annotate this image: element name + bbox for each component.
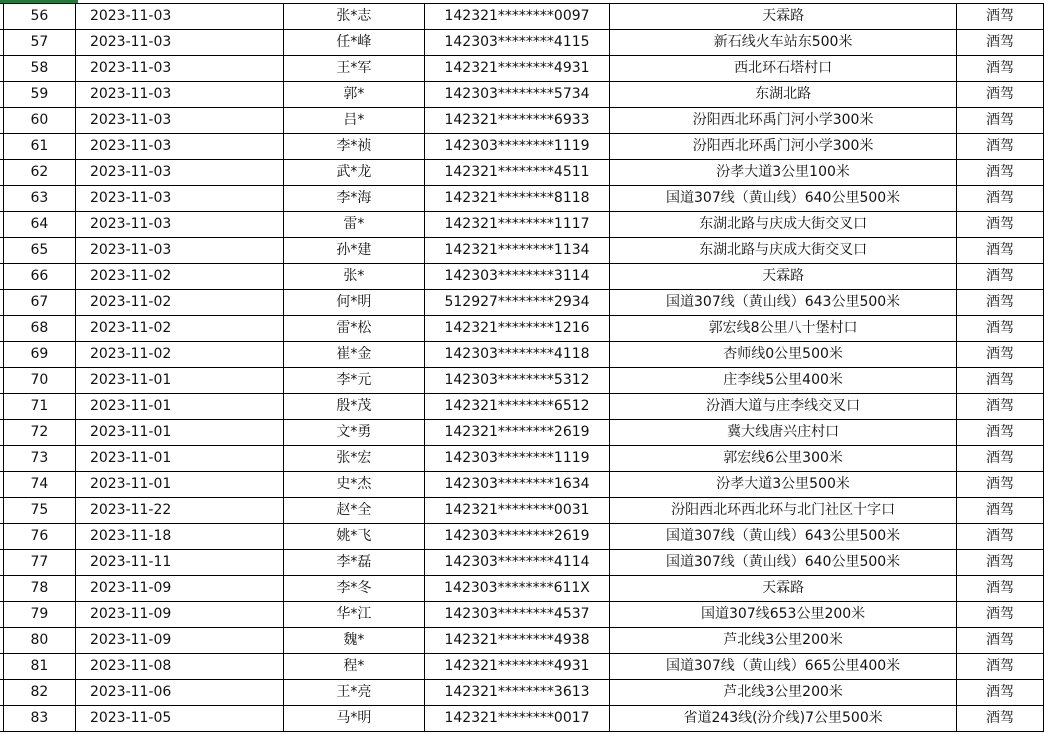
- table-row: [0, 706, 1044, 732]
- cell-name[interactable]: 姚*飞: [283, 524, 424, 550]
- cell-location[interactable]: 国道307线（黄山线）640公里500米: [610, 550, 957, 576]
- cell-row-number[interactable]: 81: [3, 654, 75, 680]
- cell-row-number[interactable]: 83: [3, 706, 75, 732]
- cell-id-number[interactable]: 142303********4537: [424, 602, 609, 628]
- cell-id-number[interactable]: 512927********2934: [424, 290, 609, 316]
- cell-violation[interactable]: 酒驾: [957, 706, 1044, 732]
- cell-name[interactable]: 雷*松: [283, 316, 424, 342]
- cell-location[interactable]: 国道307线653公里200米: [610, 602, 957, 628]
- cell-row-number[interactable]: 58: [3, 56, 75, 82]
- cell-violation[interactable]: 酒驾: [957, 602, 1044, 628]
- cell-location[interactable]: 国道307线（黄山线）643公里500米: [610, 290, 957, 316]
- cell-date[interactable]: 2023-11-03: [75, 160, 283, 186]
- table-row: [0, 446, 1044, 472]
- cell-row-number[interactable]: 62: [3, 160, 75, 186]
- cell-id-number[interactable]: 142321********0097: [424, 4, 609, 30]
- cell-row-number[interactable]: 77: [3, 550, 75, 576]
- cell-id-number[interactable]: 142321********2619: [424, 420, 609, 446]
- table-row: [0, 550, 1044, 576]
- cell-violation[interactable]: 酒驾: [957, 472, 1044, 498]
- cell-name[interactable]: 文*勇: [283, 420, 424, 446]
- cell-date[interactable]: 2023-11-03: [75, 82, 283, 108]
- cell-name[interactable]: 华*江: [283, 602, 424, 628]
- cell-id-number[interactable]: 142303********4114: [424, 550, 609, 576]
- cell-row-number[interactable]: 79: [3, 602, 75, 628]
- cell-location[interactable]: 东湖北路与庆成大街交叉口: [610, 212, 957, 238]
- cell-date[interactable]: 2023-11-03: [75, 108, 283, 134]
- cell-name[interactable]: 王*亮: [283, 680, 424, 706]
- table-row: [0, 602, 1044, 628]
- spreadsheet-table: [0, 3, 1044, 732]
- cell-date[interactable]: 2023-11-02: [75, 316, 283, 342]
- cell-date[interactable]: 2023-11-03: [75, 134, 283, 160]
- cell-date[interactable]: 2023-11-01: [75, 472, 283, 498]
- cell-row-number[interactable]: 69: [3, 342, 75, 368]
- cell-name[interactable]: 郭*: [283, 82, 424, 108]
- cell-violation[interactable]: 酒驾: [957, 30, 1044, 56]
- table-row: [0, 472, 1044, 498]
- cell-name[interactable]: 魏*: [283, 628, 424, 654]
- cell-date[interactable]: 2023-11-03: [75, 4, 283, 30]
- table-row: [0, 160, 1044, 186]
- table-row: [0, 82, 1044, 108]
- cell-name[interactable]: 李*冬: [283, 576, 424, 602]
- cell-violation[interactable]: 酒驾: [957, 524, 1044, 550]
- cell-date[interactable]: 2023-11-01: [75, 446, 283, 472]
- cell-name[interactable]: 李*祯: [283, 134, 424, 160]
- table-row: [0, 4, 1044, 30]
- cell-date[interactable]: 2023-11-11: [75, 550, 283, 576]
- cell-id-number[interactable]: 142303********2619: [424, 524, 609, 550]
- cell-date[interactable]: 2023-11-22: [75, 498, 283, 524]
- cell-name[interactable]: 张*志: [283, 4, 424, 30]
- cell-row-number[interactable]: 78: [3, 576, 75, 602]
- cell-location[interactable]: 郭宏线6公里300米: [610, 446, 957, 472]
- cell-row-number[interactable]: 60: [3, 108, 75, 134]
- cell-id-number[interactable]: 142321********4931: [424, 56, 609, 82]
- cell-id-number[interactable]: 142321********8118: [424, 186, 609, 212]
- cell-name[interactable]: 王*军: [283, 56, 424, 82]
- cell-date[interactable]: 2023-11-03: [75, 212, 283, 238]
- cell-violation[interactable]: 酒驾: [957, 290, 1044, 316]
- cell-name[interactable]: 马*明: [283, 706, 424, 732]
- cell-violation[interactable]: 酒驾: [957, 160, 1044, 186]
- cell-id-number[interactable]: 142303********5734: [424, 82, 609, 108]
- cell-date[interactable]: 2023-11-03: [75, 238, 283, 264]
- cell-name[interactable]: 殷*茂: [283, 394, 424, 420]
- table-row: [0, 212, 1044, 238]
- cell-name[interactable]: 崔*金: [283, 342, 424, 368]
- cell-row-number[interactable]: 64: [3, 212, 75, 238]
- cell-row-number[interactable]: 56: [3, 4, 75, 30]
- cell-row-number[interactable]: 63: [3, 186, 75, 212]
- cell-violation[interactable]: 酒驾: [957, 550, 1044, 576]
- cell-location[interactable]: 国道307线（黄山线）640公里500米: [610, 186, 957, 212]
- cell-violation[interactable]: 酒驾: [957, 82, 1044, 108]
- cell-row-number[interactable]: 80: [3, 628, 75, 654]
- cell-date[interactable]: 2023-11-03: [75, 186, 283, 212]
- cell-date[interactable]: 2023-11-08: [75, 654, 283, 680]
- cell-row-number[interactable]: 72: [3, 420, 75, 446]
- table-row: [0, 680, 1044, 706]
- cell-date[interactable]: 2023-11-02: [75, 342, 283, 368]
- cell-name[interactable]: 史*杰: [283, 472, 424, 498]
- cell-date[interactable]: 2023-11-03: [75, 56, 283, 82]
- cell-id-number[interactable]: 142321********1134: [424, 238, 609, 264]
- cell-row-number[interactable]: 66: [3, 264, 75, 290]
- cell-violation[interactable]: 酒驾: [957, 654, 1044, 680]
- cell-location[interactable]: 新石线火车站东500米: [610, 30, 957, 56]
- table-row: [0, 30, 1044, 56]
- cell-row-number[interactable]: 75: [3, 498, 75, 524]
- table-row: [0, 498, 1044, 524]
- cell-row-number[interactable]: 68: [3, 316, 75, 342]
- table-row: [0, 394, 1044, 420]
- cell-violation[interactable]: 酒驾: [957, 56, 1044, 82]
- cell-location[interactable]: 东湖北路与庆成大街交叉口: [610, 238, 957, 264]
- cell-location[interactable]: 冀大线唐兴庄村口: [610, 420, 957, 446]
- cell-name[interactable]: 雷*: [283, 212, 424, 238]
- table-row: [0, 134, 1044, 160]
- table-row: [0, 56, 1044, 82]
- cell-date[interactable]: 2023-11-09: [75, 576, 283, 602]
- cell-date[interactable]: 2023-11-01: [75, 420, 283, 446]
- cell-row-number[interactable]: 71: [3, 394, 75, 420]
- cell-name[interactable]: 李*元: [283, 368, 424, 394]
- cell-location[interactable]: 芦北线3公里200米: [610, 628, 957, 654]
- cell-violation[interactable]: 酒驾: [957, 394, 1044, 420]
- table-row: [0, 420, 1044, 446]
- cell-name[interactable]: 李*磊: [283, 550, 424, 576]
- cell-id-number[interactable]: 142303********611X: [424, 576, 609, 602]
- table-row: [0, 524, 1044, 550]
- cell-violation[interactable]: 酒驾: [957, 238, 1044, 264]
- table-row: [0, 654, 1044, 680]
- cell-location[interactable]: 庄李线5公里400米: [610, 368, 957, 394]
- cell-id-number[interactable]: 142303********4115: [424, 30, 609, 56]
- cell-violation[interactable]: 酒驾: [957, 628, 1044, 654]
- cell-location[interactable]: 汾酒大道与庄李线交叉口: [610, 394, 957, 420]
- table-row: [0, 108, 1044, 134]
- cell-location[interactable]: 东湖北路: [610, 82, 957, 108]
- cell-id-number[interactable]: 142321********3613: [424, 680, 609, 706]
- table-row: [0, 342, 1044, 368]
- cell-violation[interactable]: 酒驾: [957, 264, 1044, 290]
- cell-date[interactable]: 2023-11-18: [75, 524, 283, 550]
- cell-location[interactable]: 省道243线(汾介线)7公里500米: [610, 706, 957, 732]
- cell-row-number[interactable]: 65: [3, 238, 75, 264]
- cell-location[interactable]: 天霖路: [610, 4, 957, 30]
- cell-location[interactable]: 汾阳西北环西北环与北门社区十字口: [610, 498, 957, 524]
- cell-name[interactable]: 孙*建: [283, 238, 424, 264]
- cell-name[interactable]: 何*明: [283, 290, 424, 316]
- table-row: [0, 368, 1044, 394]
- cell-row-number[interactable]: 67: [3, 290, 75, 316]
- table-row: [0, 290, 1044, 316]
- cell-name[interactable]: 李*海: [283, 186, 424, 212]
- cell-violation[interactable]: 酒驾: [957, 316, 1044, 342]
- cell-id-number[interactable]: 142321********4511: [424, 160, 609, 186]
- cell-row-number[interactable]: 82: [3, 680, 75, 706]
- cell-violation[interactable]: 酒驾: [957, 420, 1044, 446]
- cell-violation[interactable]: 酒驾: [957, 576, 1044, 602]
- cell-violation[interactable]: 酒驾: [957, 134, 1044, 160]
- cell-date[interactable]: 2023-11-01: [75, 368, 283, 394]
- cell-violation[interactable]: 酒驾: [957, 368, 1044, 394]
- cell-date[interactable]: 2023-11-06: [75, 680, 283, 706]
- cell-name[interactable]: 赵*全: [283, 498, 424, 524]
- cell-id-number[interactable]: 142303********1634: [424, 472, 609, 498]
- cell-row-number[interactable]: 73: [3, 446, 75, 472]
- table-row: [0, 264, 1044, 290]
- cell-name[interactable]: 程*: [283, 654, 424, 680]
- cell-location[interactable]: 芦北线3公里200米: [610, 680, 957, 706]
- cell-id-number[interactable]: 142303********1119: [424, 446, 609, 472]
- cell-id-number[interactable]: 142321********4938: [424, 628, 609, 654]
- cell-date[interactable]: 2023-11-09: [75, 602, 283, 628]
- cell-location[interactable]: 郭宏线8公里八十堡村口: [610, 316, 957, 342]
- cell-id-number[interactable]: 142303********5312: [424, 368, 609, 394]
- cell-violation[interactable]: 酒驾: [957, 342, 1044, 368]
- cell-violation[interactable]: 酒驾: [957, 186, 1044, 212]
- cell-violation[interactable]: 酒驾: [957, 212, 1044, 238]
- table-row: [0, 238, 1044, 264]
- cell-date[interactable]: 2023-11-01: [75, 394, 283, 420]
- cell-location[interactable]: 国道307线（黄山线）665公里400米: [610, 654, 957, 680]
- cell-violation[interactable]: 酒驾: [957, 680, 1044, 706]
- cell-id-number[interactable]: 142303********1119: [424, 134, 609, 160]
- cell-location[interactable]: 汾孝大道3公里500米: [610, 472, 957, 498]
- cell-row-number[interactable]: 61: [3, 134, 75, 160]
- cell-row-number[interactable]: 59: [3, 82, 75, 108]
- cell-date[interactable]: 2023-11-02: [75, 290, 283, 316]
- cell-id-number[interactable]: 142321********6512: [424, 394, 609, 420]
- cell-date[interactable]: 2023-11-03: [75, 30, 283, 56]
- cell-id-number[interactable]: 142321********4931: [424, 654, 609, 680]
- cell-id-number[interactable]: 142321********6933: [424, 108, 609, 134]
- cell-location[interactable]: 汾阳西北环禹门河小学300米: [610, 134, 957, 160]
- cell-id-number[interactable]: 142321********0031: [424, 498, 609, 524]
- cell-row-number[interactable]: 57: [3, 30, 75, 56]
- cell-date[interactable]: 2023-11-02: [75, 264, 283, 290]
- table-body: [0, 4, 1044, 732]
- cell-violation[interactable]: 酒驾: [957, 4, 1044, 30]
- cell-date[interactable]: 2023-11-09: [75, 628, 283, 654]
- cell-name[interactable]: 吕*: [283, 108, 424, 134]
- cell-violation[interactable]: 酒驾: [957, 498, 1044, 524]
- cell-row-number[interactable]: 70: [3, 368, 75, 394]
- table-row: [0, 576, 1044, 602]
- cell-id-number[interactable]: 142303********3114: [424, 264, 609, 290]
- cell-name[interactable]: 武*龙: [283, 160, 424, 186]
- cell-violation[interactable]: 酒驾: [957, 108, 1044, 134]
- cell-id-number[interactable]: 142321********0017: [424, 706, 609, 732]
- cell-name[interactable]: 张*宏: [283, 446, 424, 472]
- cell-location[interactable]: 天霖路: [610, 264, 957, 290]
- cell-row-number[interactable]: 74: [3, 472, 75, 498]
- cell-location[interactable]: 汾阳西北环禹门河小学300米: [610, 108, 957, 134]
- cell-location[interactable]: 杏师线0公里500米: [610, 342, 957, 368]
- table-row: [0, 316, 1044, 342]
- cell-id-number[interactable]: 142321********1117: [424, 212, 609, 238]
- table-row: [0, 628, 1044, 654]
- cell-violation[interactable]: 酒驾: [957, 446, 1044, 472]
- cell-date[interactable]: 2023-11-05: [75, 706, 283, 732]
- table-row: [0, 186, 1044, 212]
- cell-location[interactable]: 天霖路: [610, 576, 957, 602]
- cell-row-number[interactable]: 76: [3, 524, 75, 550]
- cell-name[interactable]: 任*峰: [283, 30, 424, 56]
- cell-id-number[interactable]: 142321********1216: [424, 316, 609, 342]
- cell-id-number[interactable]: 142303********4118: [424, 342, 609, 368]
- cell-location[interactable]: 汾孝大道3公里100米: [610, 160, 957, 186]
- cell-name[interactable]: 张*: [283, 264, 424, 290]
- cell-location[interactable]: 国道307线（黄山线）643公里500米: [610, 524, 957, 550]
- cell-location[interactable]: 西北环石塔村口: [610, 56, 957, 82]
